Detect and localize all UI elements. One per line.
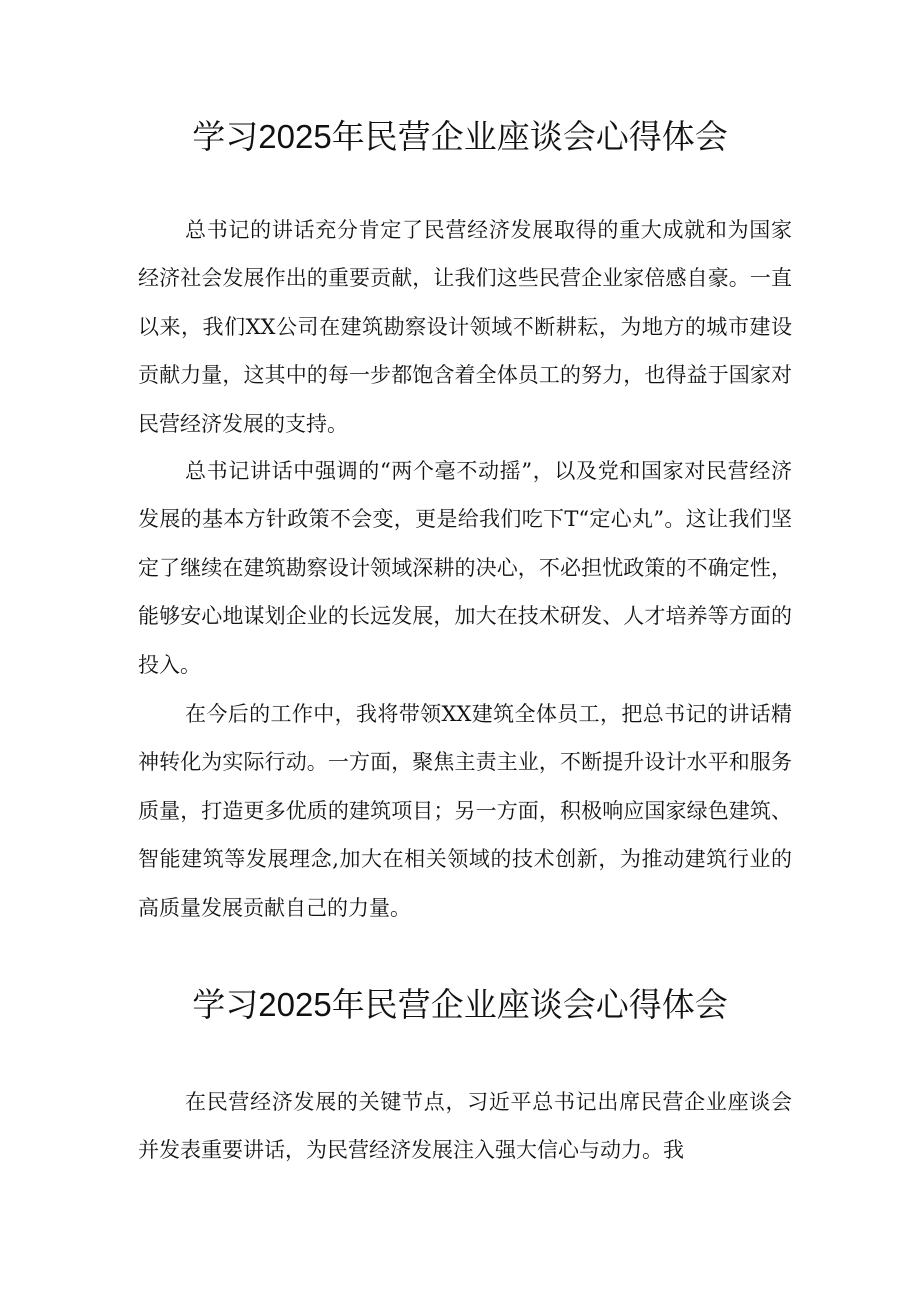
section-2-title: 学习2025年民营企业座谈会心得体会 xyxy=(192,986,728,1023)
section-2-paragraph-1: 在民营经济发展的关键节点，习近平总书记出席民营企业座谈会并发表重要讲话，为民营经济发展注入强大信心与动力。我 xyxy=(138,1090,792,1163)
section-1-paragraph-3: 在今后的工作中，我将带领XX建筑全体员工，把总书记的讲话精神转化为实际行动。一方面，聚焦主责主业，不断提升设计水平和服务质量，打造更多优质的建筑项目；另一方面，积极响应国家绿色建筑、智能建筑等发展理念,加大在相关领域的技术创新，为推动建筑行业的高质量发展贡献自己的力量。 xyxy=(138,702,792,920)
section-1-title: 学习2025年民营企业座谈会心得体会 xyxy=(192,118,728,155)
section-1-paragraph-2: 总书记讲话中强调的“两个毫不动摇”，以及党和国家对民营经济发展的基本方针政策不会变，更是给我们吃下T“定心丸”。这让我们坚定了继续在建筑勘察设计领域深耕的决心，不必担忧政策的不确定性，能够安心地谋划企业的长远发展，加大在技术研发、人才培养等方面的投入。 xyxy=(138,459,792,677)
section-1-paragraph-1: 总书记的讲话充分肯定了民营经济发展取得的重大成就和为国家经济社会发展作出的重要贡献，让我们这些民营企业家倍感自豪。一直以来，我们XX公司在建筑勘察设计领域不断耕耘，为地方的城市建设贡献力量，这其中的每一步都饱含着全体员工的努力，也得益于国家对民营经济发展的支持。 xyxy=(138,218,792,436)
